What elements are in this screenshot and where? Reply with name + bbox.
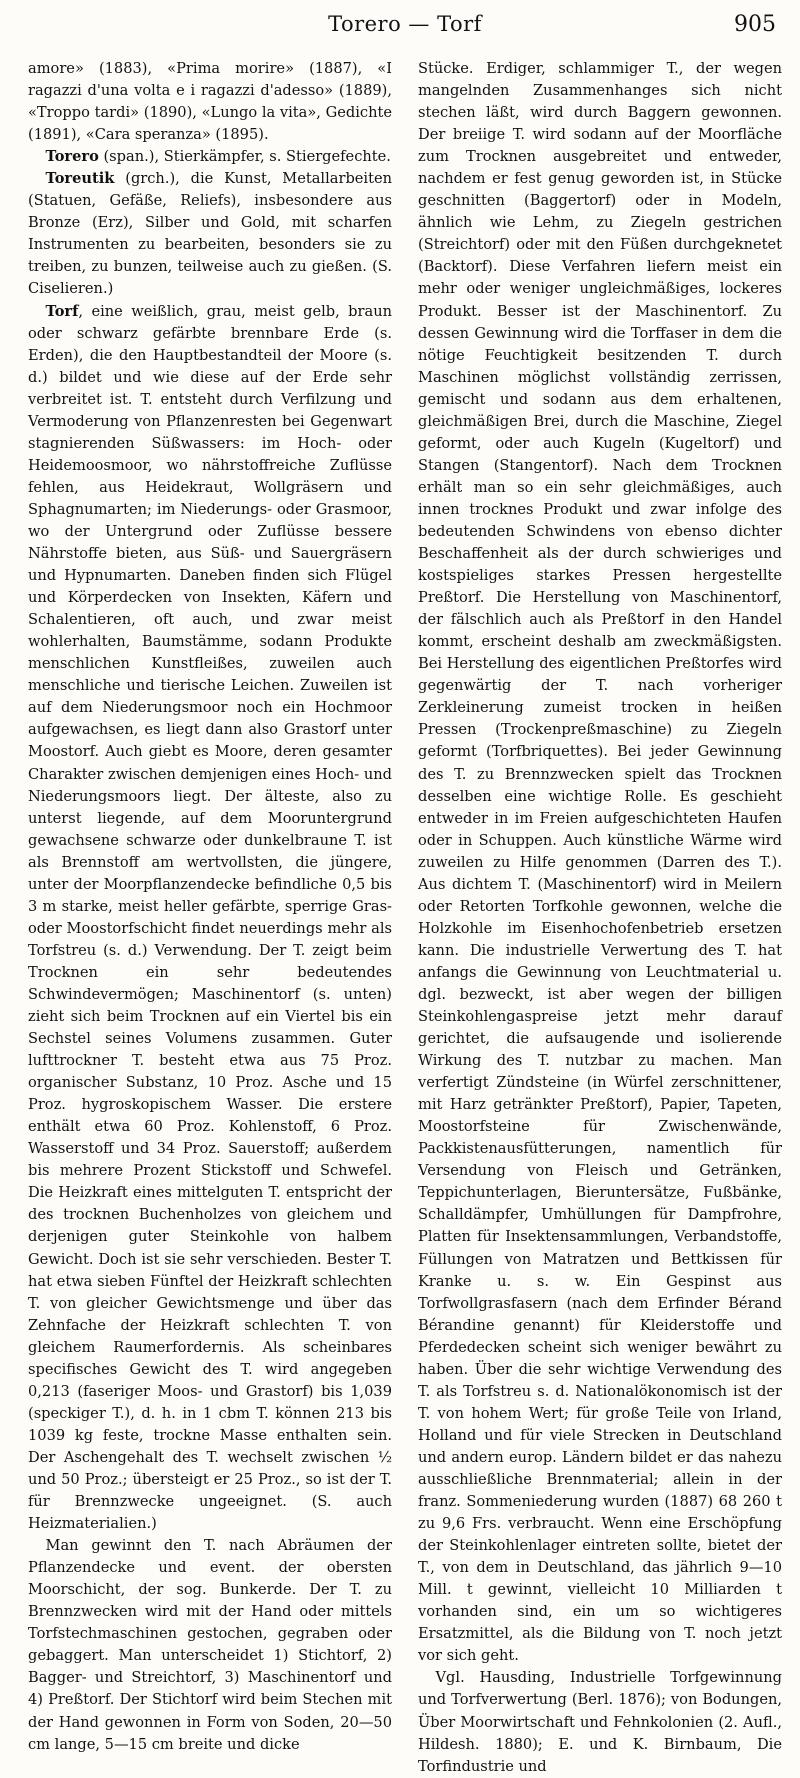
page-number: 905 bbox=[734, 12, 776, 37]
running-title: Torero — Torf bbox=[328, 12, 482, 36]
entry-toreutik bbox=[28, 168, 392, 300]
bibliography-paragraph: Vgl. Hausding, Industrielle Torfgewinnung und Torfverwertung (Berl. 1876); von Bodungen, Über Moorwirtschaft und Fehnkolonien (2. Aufl., Hildesh. 1880); E. und K. Birnbaum, Die Torfindustrie und bbox=[418, 1669, 782, 1775]
entry-text: (span.), Stierkämpfer, s. Stiergefechte. bbox=[98, 148, 391, 166]
right-column bbox=[418, 58, 782, 1775]
left-column bbox=[28, 58, 392, 1753]
entry-text: , eine weißlich, grau, meist gelb, braun oder schwarz gefärbte brennbare Erde (s. Erden), die den Hauptbestandteil der Moore (s. d.) bildet und wie diese auf der Erde sehr verbreitet ist. T. entsteht durch Verfilzung und Vermoderung von Pflanzenresten bei Gegenwart stagnierenden Süßwassers: im Hoch- oder Heidemoosmoor, wo nährstoffreiche Zuflüsse fehlen, aus Heidekraut, Wollgräsern und Sphagnumarten; im Niederungs- oder Grasmoor, wo der Untergrund oder Zuflüsse bessere Nährstoffe bieten, aus Süß- und Sauergräsern und Hypnumarten. Daneben finden sich Flügel und Körperdecken von Insekten, Käfern und Schalentieren, oft auch, und zwar meist wohlerhalten, Baumstämme, sodann Produkte menschlichen Kunstfleißes, zuweilen auch menschliche und tierische Leichen. Zuweilen ist auf dem Niederungsmoor noch ein Hochmoor aufgewachsen, es liegt dann also Grastorf unter Moostorf. Auch giebt es Moore, deren gesamter Charakter zwischen demjenigen eines Hoch- und Niederungsmoors liegt. Der älteste, also zu unterst liegende, auf dem Mooruntergrund gewachsene schwarze oder dunkelbraune T. ist als Brennstoff am wertvollsten, die jüngere, unter der Moorpflanzendecke befindliche 0,5 bis 3 m starke, meist heller gefärbte, sperrige Gras- oder Moostorfschicht findet neuerdings mehr als Torfstreu (s. d.) Verwendung. Der T. zeigt beim Trocknen ein sehr bedeutendes Schwindevermögen; Maschinentorf (s. unten) zieht sich beim Trocknen auf ein Viertel bis ein Sechstel seines Volumens zusammen. Guter lufttrockner T. besteht etwa aus 75 Proz. organischer Substanz, 10 Proz. Asche und 15 Proz. hygroskopischem Wasser. Die erstere enthält etwa 60 Proz. Kohlenstoff, 6 Proz. Wasserstoff und 34 Proz. Sauerstoff; außerdem bis mehrere Prozent Stickstoff und Schwefel. Die Heizkraft eines mittelguten T. entspricht der des trocknen Buchenholzes von gleichem und derjenigen guter Steinkohle von halbem Gewicht. Doch ist sie sehr verschieden. Bester T. hat etwa sieben Fünftel der Heizkraft schlechten T. von gleicher Gewichtsmenge und über das Zehnfache der Heizkraft schlechten T. von gleichem Raumerfordernis. Als scheinbares specifisches Gewicht des T. wird angegeben 0,213 (faseriger Moos- und Grastorf) bis 1,039 (speckiger T.), d. h. in 1 cbm T. können 213 bis 1039 kg feste, trockne Masse enthalten sein. Der Aschengehalt des T. wechselt zwischen ½ und 50 Proz.; übersteigt er 25 Proz., so ist der T. für Brennzwecke ungeeignet. (S. auch Heizmaterialien.) bbox=[28, 302, 392, 1533]
continued-paragraph: Stücke. Erdiger, schlammiger T., der wegen mangelnden Zusammenhanges sich nicht stechen läßt, wird durch Baggern gewonnen. Der breiige T. wird sodann auf der Moorfläche zum Trocknen ausgebreitet und entweder, nachdem er fest genug geworden ist, in Stücke geschnitten (Baggertorf) oder in Modeln, ähnlich wie Lehm, zu Ziegeln gestrichen (Streichtorf) oder mit den Füßen durchgeknetet (Backtorf). Diese Verfahren liefern meist ein mehr oder weniger ungleichmäßiges, lockeres Produkt. Besser ist der Maschinentorf. Zu dessen Gewinnung wird die Torffaser in dem die nötige Feuchtigkeit besitzenden T. durch Maschinen möglichst vollständig zerrissen, gemischt und sodann aus dem erhaltenen, gleichmäßigen Brei, durch die Maschine, Ziegel geformt, oder auch Kugeln (Kugeltorf) und Stangen (Stangentorf). Nach dem Trocknen erhält man so ein sehr gleichmäßiges, auch innen trocknes Produkt und zwar infolge des bedeutenden Schwindens von ebenso dichter Beschaffenheit als der durch schwieriges und kostspieliges starkes Pressen hergestellte Preßtorf. Die Herstellung von Maschinentorf, der fälschlich auch als Preßtorf in den Handel kommt, erscheint deshalb am zweckmäßigsten. Bei Herstellung des eigentlichen Preßtorfes wird gegenwärtig der T. nach vorheriger Zerkleinerung zumeist trocken in heißen Pressen (Trockenpreßmaschine) zu Ziegeln geformt (Torfbriquettes). Bei jeder Gewinnung des T. zu Brennzwecken spielt das Trocknen desselben eine wichtige Rolle. Es geschieht entweder in im Freien aufgeschichteten Haufen oder in Schuppen. Auch künstliche Wärme wird zuweilen zu Hilfe genommen (Darren des T.). Aus dichtem T. (Maschinentorf) wird in Meilern oder Retorten Torfkohle gewonnen, welche die Holzkohle im Eisenhochofenbetrieb ersetzen kann. Die industrielle Verwertung des T. hat anfangs die Gewinnung von Leuchtmaterial u. dgl. bezweckt, ist aber wegen der billigen Steinkohlengaspreise jetzt mehr darauf gerichtet, die aufsaugende und isolierende Wirkung des T. nutzbar zu machen. Man verfertigt Zündsteine (in Würfel zerschnittener, mit Harz getränkter Preßtorf), Papier, Tapeten, Moostorfsteine für Zwischenwände, Packkistenausfütterungen, namentlich für Versendung von Fleisch und Getränken, Teppichunterlagen, Bieruntersätze, Fußbänke, Schalldämpfer, Umhüllungen für Dampfrohre, Platten für Insektensammlungen, Verbandstoffe, Füllungen von Matratzen und Bettkissen für Kranke u. s. w. Ein Gespinst aus Torfwollgrasfasern (nach dem Erfinder Bérand Bérandine genannt) für Kleiderstoffe und Pferdedecken scheint sich weniger bewährt zu haben. Über die sehr wichtige Verwendung des T. als Torfstreu s. d. Nationalökonomisch ist der T. von hohem Wert; für große Teile von Irland, Holland und für viele Strecken in Deutschland und andern europ. Ländern bildet er das nahezu ausschließliche Brennmaterial; allein in der franz. Sommeniederung wurden (1887) 68 260 t zu 9,6 Frs. verbraucht. Wenn eine Erschöpfung der Steinkohlenlager eintreten sollte, bietet der T., von dem in Deutschland, das jährlich 9—10 Mill. t gewinnt, vielleicht 10 Milliarden t vorhanden sind, ein um so wichtigeres Ersatzmittel, als die Bildung von T. noch jetzt vor sich geht. bbox=[418, 60, 782, 1665]
continued-paragraph: amore» (1883), «Prima morire» (1887), «I ragazzi d'una volta e i ragazzi d'adesso» (1889), «Troppo tardi» (1890), «Lungo la vita», Gedichte (1891), «Cara speranza» (1895). bbox=[28, 60, 392, 144]
running-head bbox=[28, 6, 782, 40]
entry-headword: Toreutik bbox=[45, 170, 115, 188]
paragraph-gewinnung: Man gewinnt den T. nach Abräumen der Pflanzendecke und event. der obersten Moorschicht, der sog. Bunkerde. Der T. zu Brennzwecken wird mit der Hand oder mittels Torfstechmaschinen gestochen, gegraben oder gebaggert. Man unterscheidet 1) Stichtorf, 2) Bagger- und Streichtorf, 3) Maschinentorf und 4) Preßtorf. Der Stichtorf wird beim Stechen mit der Hand gewonnen in Form von Soden, 20—50 cm lange, 5—15 cm breite und dicke bbox=[28, 1537, 392, 1753]
entry-text: (grch.), die Kunst, Metallarbeiten (Statuen, Gefäße, Reliefs), insbesondere aus Bronze (Erz), Silber und Gold, mit scharfen Instrumenten zu bearbeiten, besonders sie zu treiben, zu bunzen, teilweise auch zu gießen. (S. Ciselieren.) bbox=[28, 170, 392, 298]
text-columns bbox=[28, 58, 782, 1775]
entry-torf bbox=[28, 301, 392, 1536]
entry-headword: Torf bbox=[45, 302, 79, 320]
entry-torero bbox=[28, 146, 392, 168]
entry-headword: Torero bbox=[45, 148, 99, 166]
